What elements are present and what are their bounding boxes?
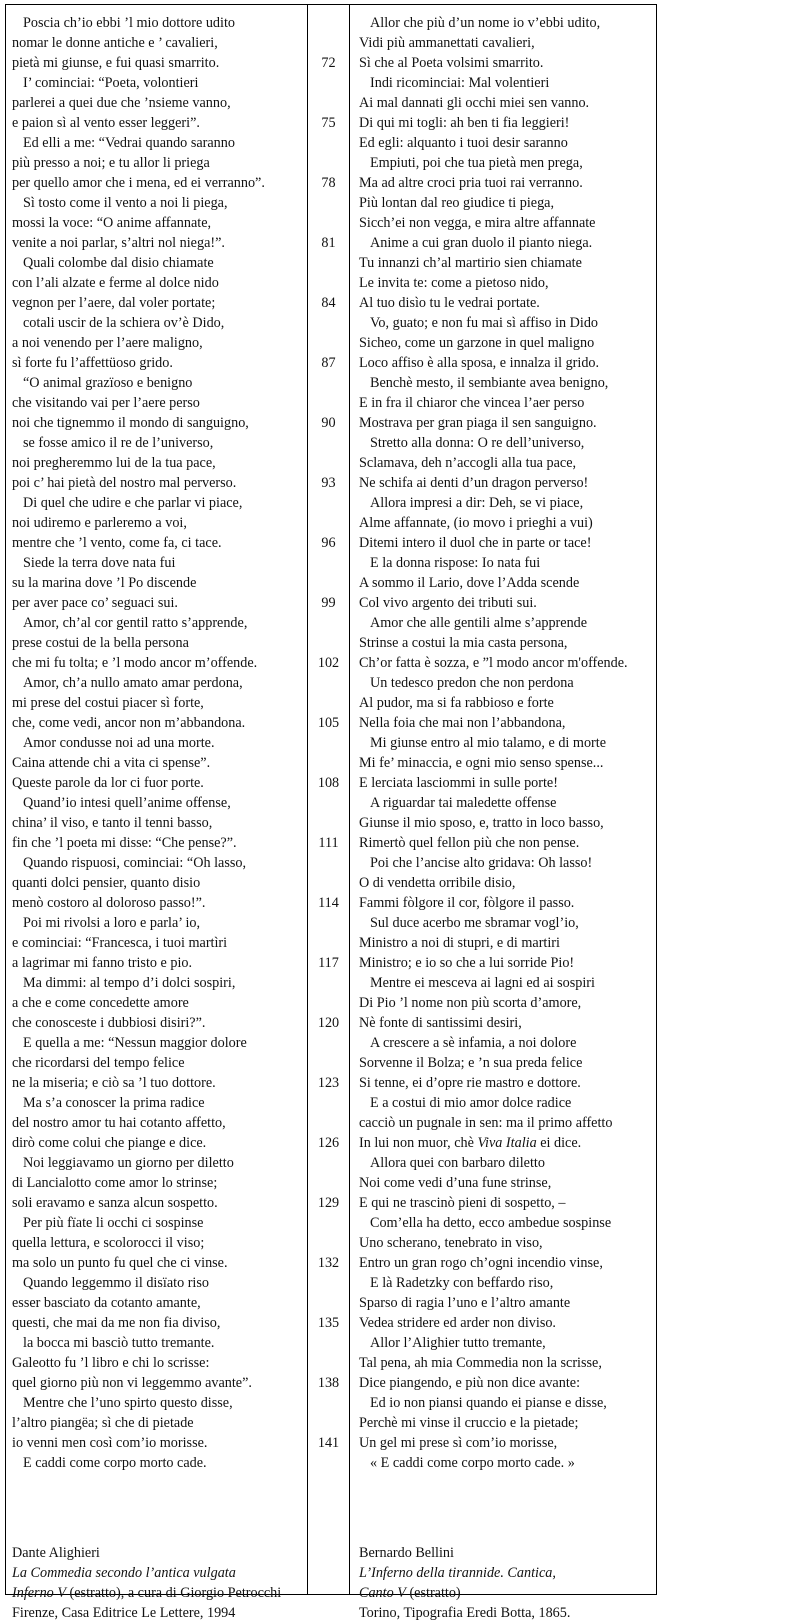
verse-line: Amor, ch’a nullo amato amar perdona, [23, 675, 243, 691]
bellini-credit-extract: (estratto) [405, 1585, 461, 1601]
line-number [308, 433, 349, 453]
verse-line: con l’ali alzate e ferme al dolce nido [12, 275, 219, 291]
bellini-verse-column [359, 13, 655, 1473]
verse-line: Ch’or fatta è sozza, e ”l modo ancor m'offende. [359, 655, 628, 671]
verse-line: Poi che l’ancise alto gridava: Oh lasso! [370, 855, 593, 871]
verse-line: mentre che ’l vento, come fa, ci tace. [12, 535, 222, 551]
line-number [308, 1213, 349, 1233]
line-number: 114 [318, 895, 339, 911]
verse-line: E là Radetzky con beffardo riso, [370, 1275, 554, 1291]
verse-line: di Lancialotto come amor lo strinse; [12, 1175, 218, 1191]
verse-line: sì forte fu l’affettüoso grido. [12, 355, 173, 371]
verse-line: Sì che al Poeta volsimi smarrito. [359, 55, 544, 71]
verse-line: Sì tosto come il vento a noi li piega, [23, 195, 228, 211]
line-number [308, 973, 349, 993]
dante-credit-canto: Inferno V [12, 1585, 66, 1601]
verse-line: su la marina dove ’l Po discende [12, 575, 197, 591]
verse-line: che ricordarsi del tempo felice [12, 1055, 185, 1071]
line-number: 111 [318, 835, 339, 851]
verse-text: In lui non muor, chè [359, 1135, 478, 1151]
verse-line: Più lontan dal reo giudice ti piega, [359, 195, 555, 211]
line-number [308, 73, 349, 93]
verse-line: Queste parole da lor ci fuor porte. [12, 775, 204, 791]
line-number [308, 1173, 349, 1193]
verse-line: Dice piangendo, e più non dice avante: [359, 1375, 581, 1391]
verse-line: Allora impresi a dir: Deh, se vi piace, [370, 495, 584, 511]
dante-credit-title: La Commedia secondo l’antica vulgata [12, 1565, 236, 1581]
verse-line: I’ cominciai: “Poeta, volontieri [23, 75, 199, 91]
verse-line: e paion sì al vento esser leggeri”. [12, 115, 200, 131]
verse-line: cotali uscir de la schiera ov’è Dido, [23, 315, 225, 331]
bellini-credit-title: L’Inferno della tirannide. Cantica, [359, 1565, 556, 1581]
verse-line: Ne schifa ai denti d’un dragon perverso! [359, 475, 589, 491]
line-number [308, 393, 349, 413]
verse-line: cacciò un pugnale in sen: ma il primo affetto [359, 1115, 613, 1131]
dante-credits [12, 1543, 281, 1623]
verse-line: Si tenne, ei d’opre rie mastro e dottore. [359, 1075, 581, 1091]
line-number [308, 1033, 349, 1053]
line-number [308, 253, 349, 273]
line-number [308, 733, 349, 753]
verse-line: Sicch’ei non vegga, e mira altre affannate [359, 215, 596, 231]
verse-line: Quand’io intesi quell’anime offense, [23, 795, 231, 811]
verse-line: Strinse a costui la mia casta persona, [359, 635, 568, 651]
dante-credit-editor: (estratto), a cura di Giorgio Petrocchi [65, 1585, 282, 1601]
verse-line: la bocca mi basciò tutto tremante. [23, 1335, 215, 1351]
line-number: 96 [321, 535, 336, 551]
verse-line: per aver pace co’ seguaci sui. [12, 595, 178, 611]
verse-line: pietà mi giunse, e fui quasi smarrito. [12, 55, 220, 71]
line-number: 129 [317, 1195, 340, 1211]
verse-line: l’altro piangëa; sì che di pietade [12, 1415, 194, 1431]
verse-line: E la donna rispose: Io nata fui [370, 555, 541, 571]
verse-line: Ministro; e io so che a lui sorride Pio! [359, 955, 575, 971]
line-number: 126 [317, 1135, 340, 1151]
dante-credit-author: Dante Alighieri [12, 1545, 100, 1561]
verse-line: a noi venendo per l’aere maligno, [12, 335, 203, 351]
verse-line: Per più fïate li occhi ci sospinse [23, 1215, 204, 1231]
verse-line: Ai mal dannati gli occhi miei sen vanno. [359, 95, 590, 111]
line-number [308, 1113, 349, 1133]
line-number [308, 913, 349, 933]
verse-line: Sparso di ragia l’uno e l’altro amante [359, 1295, 571, 1311]
verse-line: soli eravamo e sanza alcun sospetto. [12, 1195, 218, 1211]
verse-line: A sommo il Lario, dove l’Adda scende [359, 575, 580, 591]
verse-line: che mi fu tolta; e ’l modo ancor m’offende. [12, 655, 258, 671]
verse-line: io venni men così com’io morisse. [12, 1435, 208, 1451]
verse-line: O di vendetta orribile disio, [359, 875, 516, 891]
line-number: 123 [317, 1075, 340, 1091]
line-number [308, 1393, 349, 1413]
line-number: 117 [318, 955, 339, 971]
verse-line: dirò come colui che piange e dice. [12, 1135, 207, 1151]
verse-line: noi udiremo e parleremo a voi, [12, 515, 187, 531]
line-number: 108 [317, 775, 340, 791]
line-number [308, 1273, 349, 1293]
verse-line: Stretto alla donna: O re dell’universo, [370, 435, 585, 451]
verse-line: E quella a me: “Nessun maggior dolore [23, 1035, 247, 1051]
verse-line: Poscia ch’io ebbi ’l mio dottore udito [23, 15, 235, 31]
verse-line: Empiuti, poi che tua pietà men prega, [370, 155, 583, 171]
verse-line: Di qui mi togli: ah ben ti fia leggieri! [359, 115, 570, 131]
verse-line: Quali colombe dal disio chiamate [23, 255, 214, 271]
bellini-credit-publisher: Torino, Tipografia Eredi Botta, 1865. [359, 1605, 571, 1621]
bellini-credit-edition [359, 1583, 570, 1603]
verse-line: che visitando vai per l’aere perso [12, 395, 200, 411]
verse-line: Quando rispuosi, cominciai: “Oh lasso, [23, 855, 247, 871]
verse-line: Un gel mi prese sì com’io morisse, [359, 1435, 558, 1451]
verse-line: Caina attende chi a vita ci spense”. [12, 755, 211, 771]
line-number [308, 1333, 349, 1353]
line-number [308, 373, 349, 393]
verse-line: a lagrimar mi fanno tristo e pio. [12, 955, 193, 971]
verse-line: Benchè mesto, il sembiante avea benigno, [370, 375, 609, 391]
line-number: 99 [321, 595, 336, 611]
line-number [308, 213, 349, 233]
line-number [308, 753, 349, 773]
verse-line: Ed elli a me: “Vedrai quando saranno [23, 135, 235, 151]
column-divider-right [349, 4, 350, 1595]
line-number [308, 793, 349, 813]
verse-line: Vo, guato; e non fu mai sì affiso in Dido [370, 315, 599, 331]
verse-line: e cominciai: “Francesca, i tuoi martìri [12, 935, 228, 951]
verse-line: A crescere a sè infamia, a noi dolore [370, 1035, 577, 1051]
verse-line: Allor l’Alighier tutto tremante, [370, 1335, 546, 1351]
verse-italic: Viva Italia [477, 1135, 537, 1151]
line-number [308, 1153, 349, 1173]
verse-line: Siede la terra dove nata fui [23, 555, 176, 571]
verse-line: Amor, ch’al cor gentil ratto s’apprende, [23, 615, 248, 631]
verse-line: Alme affannate, (io movo i prieghi a vui) [359, 515, 593, 531]
verse-line: quella lettura, e scolorocci il viso; [12, 1235, 205, 1251]
line-number [308, 93, 349, 113]
verse-line: Vidi più ammanettati cavalieri, [359, 35, 535, 51]
line-number: 138 [317, 1375, 340, 1391]
verse-line: Noi leggiavamo un giorno per diletto [23, 1155, 234, 1171]
verse-line: « E caddi come corpo morto cade. » [370, 1455, 575, 1471]
line-number: 81 [321, 235, 336, 251]
verse-line: Amor che alle gentili alme s’apprende [370, 615, 588, 631]
verse-line: Entro un gran rogo ch’ogni incendio vinse, [359, 1255, 603, 1271]
line-number [308, 933, 349, 953]
verse-line: Ed io non piansi quando ei pianse e disse, [370, 1395, 607, 1411]
verse-line: Nella foia che mai non l’abbandona, [359, 715, 566, 731]
verse-text: ei dice. [536, 1135, 582, 1151]
line-number [308, 813, 349, 833]
line-number [308, 1453, 349, 1473]
verse-line: Sclamava, deh n’accogli alla tua pace, [359, 455, 577, 471]
verse-line: che, come vedi, ancor non m’abbandona. [12, 715, 246, 731]
line-number [308, 13, 349, 33]
verse-line: Amor condusse noi ad una morte. [23, 735, 215, 751]
verse-line: esser basciato da cotanto amante, [12, 1295, 201, 1311]
verse-line [359, 1133, 655, 1153]
dante-verse-column [12, 13, 306, 1473]
verse-line: menò costoro al doloroso passo!”. [12, 895, 206, 911]
verse-line: Ma s’a conoscer la prima radice [23, 1095, 205, 1111]
verse-line: noi pregheremmo lui de la tua pace, [12, 455, 216, 471]
verse-line: Fammi fòlgore il cor, fòlgore il passo. [359, 895, 575, 911]
line-number: 93 [321, 475, 336, 491]
verse-line: Quando leggemmo il disïato riso [23, 1275, 209, 1291]
line-number: 132 [317, 1255, 340, 1271]
line-number [308, 193, 349, 213]
bellini-credits [359, 1543, 570, 1623]
line-number [308, 33, 349, 53]
line-number [308, 613, 349, 633]
verse-line: Perchè mi vinse il cruccio e la pietade; [359, 1415, 579, 1431]
line-number [308, 1293, 349, 1313]
verse-line: Sul duce acerbo me sbramar vogl’io, [370, 915, 579, 931]
line-number: 135 [317, 1315, 340, 1331]
verse-line: Sorvenne il Bolza; e ’n sua preda felice [359, 1055, 583, 1071]
verse-line: a che e come concedette amore [12, 995, 189, 1011]
line-number [308, 1353, 349, 1373]
verse-line: Al tuo disìo tu le vedrai portate. [359, 295, 540, 311]
verse-line: se fosse amico il re de l’universo, [23, 435, 214, 451]
verse-line: Mentre che l’uno spirto questo disse, [23, 1395, 233, 1411]
verse-line: Galeotto fu ’l libro e chi lo scrisse: [12, 1355, 210, 1371]
line-number [308, 313, 349, 333]
line-number [308, 693, 349, 713]
verse-line: Vedea stridere ed arder non diviso. [359, 1315, 556, 1331]
verse-line: Ma dimmi: al tempo d’i dolci sospiri, [23, 975, 236, 991]
line-number [308, 153, 349, 173]
verse-line: Di quel che udire e che parlar vi piace, [23, 495, 243, 511]
verse-line: Rimertò quel fellon più che non pense. [359, 835, 580, 851]
verse-line: quanti dolci pensier, quanto disio [12, 875, 201, 891]
verse-line: A riguardar tai maledette offense [370, 795, 557, 811]
line-number [308, 133, 349, 153]
line-number [308, 553, 349, 573]
verse-line: ne la miseria; e ciò sa ’l tuo dottore. [12, 1075, 216, 1091]
line-number [308, 273, 349, 293]
line-number: 90 [321, 415, 336, 431]
verse-line: noi che tignemmo il mondo di sanguigno, [12, 415, 249, 431]
verse-line: Noi come vedi d’una fune strinse, [359, 1175, 552, 1191]
verse-line: E lerciata lasciommi in sulle porte! [359, 775, 558, 791]
bellini-credit-author: Bernardo Bellini [359, 1545, 454, 1561]
verse-line: Loco affiso è alla sposa, e innalza il grido. [359, 355, 600, 371]
line-number [308, 513, 349, 533]
line-number [308, 573, 349, 593]
verse-line: Mi giunse entro al mio talamo, e di morte [370, 735, 607, 751]
line-number: 78 [321, 175, 336, 191]
verse-line: per quello amor che i mena, ed ei verranno”. [12, 175, 265, 191]
verse-line: del nostro amor tu hai cotanto affetto, [12, 1115, 226, 1131]
verse-line: poi c’ hai pietà del nostro mal perverso. [12, 475, 237, 491]
verse-line: Mi fe’ minaccia, e ogni mio senso spense... [359, 755, 604, 771]
verse-line: più presso a noi; e tu allor li priega [12, 155, 210, 171]
line-number-column [308, 13, 349, 1473]
verse-line: Ditemi intero il duol che in parte or tace! [359, 535, 592, 551]
verse-line: venite a noi parlar, s’altri nol niega!”. [12, 235, 225, 251]
verse-line: mossi la voce: “O anime affannate, [12, 215, 212, 231]
line-number [308, 993, 349, 1013]
verse-line: Un tedesco predon che non perdona [370, 675, 574, 691]
verse-line: Mostrava per gran piaga il sen sanguigno. [359, 415, 597, 431]
verse-line: Nè fonte di santissimi desiri, [359, 1015, 522, 1031]
verse-line: quel giorno più non vi leggemmo avante”. [12, 1375, 252, 1391]
line-number [308, 853, 349, 873]
line-number [308, 493, 349, 513]
verse-line: Di Pio ’l nome non più scorta d’amore, [359, 995, 582, 1011]
line-number: 75 [321, 115, 336, 131]
verse-line: E a costui di mio amor dolce radice [370, 1095, 572, 1111]
verse-line: Mentre ei mesceva ai lagni ed ai sospiri [370, 975, 595, 991]
verse-line: E caddi come corpo morto cade. [23, 1455, 207, 1471]
line-number: 141 [317, 1435, 340, 1451]
verse-line: china’ il viso, e tanto il tenni basso, [12, 815, 213, 831]
verse-line: fin che ’l poeta mi disse: “Che pense?”. [12, 835, 237, 851]
bellini-credit-canto: Canto V [359, 1585, 406, 1601]
line-number: 72 [321, 55, 336, 71]
line-number: 102 [317, 655, 340, 671]
verse-line: Allora quei con barbaro diletto [370, 1155, 545, 1171]
dante-credit-edition [12, 1583, 281, 1603]
verse-line: Allor che più d’un nome io v’ebbi udito, [370, 15, 601, 31]
line-number: 87 [321, 355, 336, 371]
verse-line: Col vivo argento dei tributi sui. [359, 595, 537, 611]
verse-line: mi prese del costui piacer sì forte, [12, 695, 204, 711]
verse-line: vegnon per l’aere, dal voler portate; [12, 295, 216, 311]
verse-line: “O animal grazïoso e benigno [23, 375, 193, 391]
line-number: 105 [317, 715, 340, 731]
line-number [308, 1093, 349, 1113]
verse-line: Com’ella ha detto, ecco ambedue sospinse [370, 1215, 612, 1231]
verse-line: ma solo un punto fu quel che ci vinse. [12, 1255, 228, 1271]
verse-line: Indi ricominciai: Mal volentieri [370, 75, 550, 91]
dante-credit-publisher: Firenze, Casa Editrice Le Lettere, 1994 [12, 1605, 236, 1621]
verse-line: parlerei a quei due che ’nsieme vanno, [12, 95, 231, 111]
verse-line: nomar le donne antiche e ’ cavalieri, [12, 35, 218, 51]
verse-line: E in fra il chiaror che vincea l’aer perso [359, 395, 585, 411]
verse-line: Uno scherano, tenebrato in viso, [359, 1235, 543, 1251]
verse-line: Poi mi rivolsi a loro e parla’ io, [23, 915, 201, 931]
verse-line: Giunse il mio sposo, e, tratto in loco basso, [359, 815, 604, 831]
verse-line: Anime a cui gran duolo il pianto niega. [370, 235, 593, 251]
line-number [308, 873, 349, 893]
verse-line: questi, che mai da me non fia diviso, [12, 1315, 221, 1331]
verse-line: Sicheo, come un garzone in quel maligno [359, 335, 595, 351]
verse-line: Al pudor, ma si fa rabbioso e forte [359, 695, 554, 711]
line-number [308, 1053, 349, 1073]
verse-line: prese costui de la bella persona [12, 635, 189, 651]
line-number: 84 [321, 295, 336, 311]
verse-line: Ed egli: alquanto i tuoi desir saranno [359, 135, 568, 151]
verse-line: che conosceste i dubbiosi disiri?”. [12, 1015, 206, 1031]
line-number [308, 1233, 349, 1253]
line-number [308, 1413, 349, 1433]
line-number [308, 633, 349, 653]
verse-line: Le invita te: come a pietoso nido, [359, 275, 549, 291]
verse-line: E qui ne trascinò pieni di sospetto, – [359, 1195, 566, 1211]
verse-line: Tu innanzi ch’al martirio sien chiamate [359, 255, 582, 271]
verse-line: Tal pena, ah mia Commedia non la scrisse, [359, 1355, 602, 1371]
line-number: 120 [317, 1015, 340, 1031]
verse-line: Ministro a noi di stupri, e di martiri [359, 935, 560, 951]
line-number [308, 453, 349, 473]
verse-line: Ma ad altre croci pria tuoi rai verranno. [359, 175, 583, 191]
line-number [308, 673, 349, 693]
line-number [308, 333, 349, 353]
